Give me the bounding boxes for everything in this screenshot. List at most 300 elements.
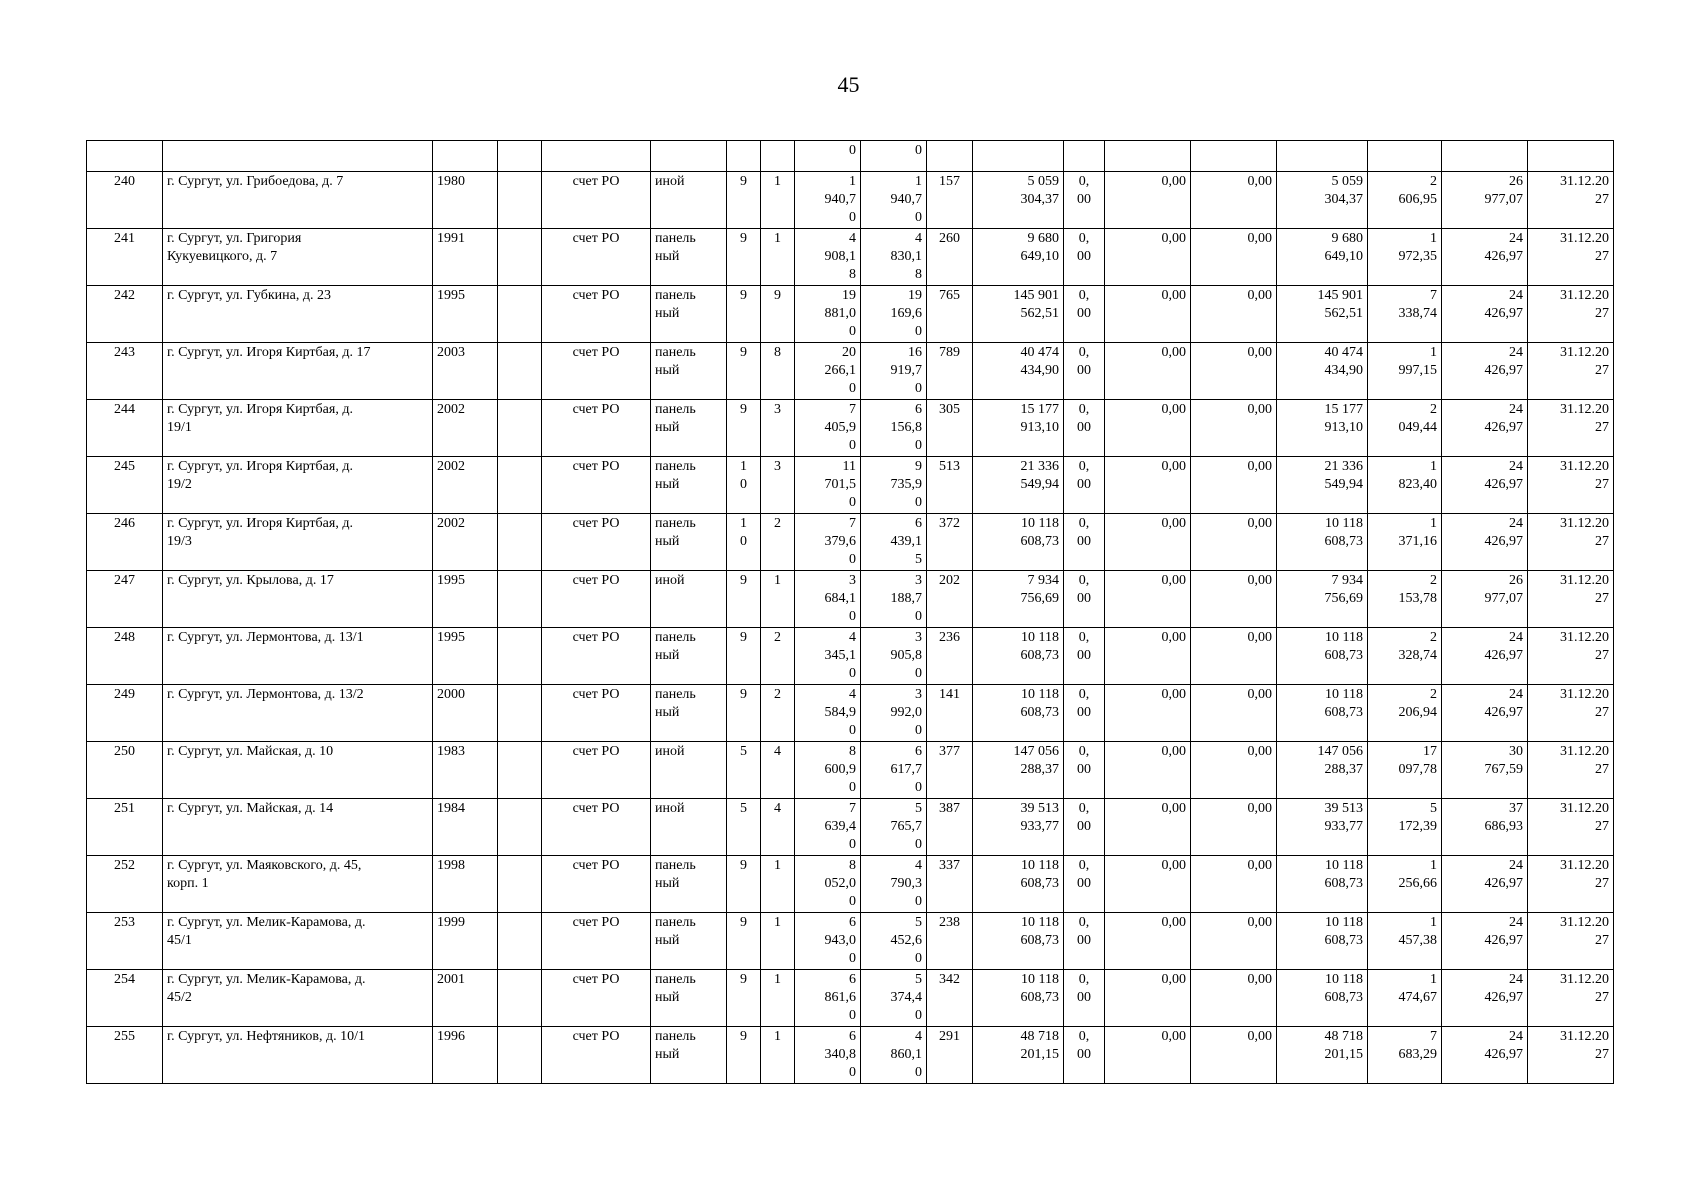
table-cell: 2 153,78 bbox=[1368, 571, 1442, 628]
carry-cell bbox=[1277, 141, 1368, 172]
table-cell: 1 bbox=[761, 913, 795, 970]
table-cell: г. Сургут, ул. Лермонтова, д. 13/2 bbox=[163, 685, 433, 742]
table-cell: счет РО bbox=[542, 685, 651, 742]
table-cell: 247 bbox=[87, 571, 163, 628]
carry-cell bbox=[761, 141, 795, 172]
table-cell: 7 338,74 bbox=[1368, 286, 1442, 343]
table-cell: 26 977,07 bbox=[1442, 172, 1528, 229]
table-cell: 1 0 bbox=[727, 457, 761, 514]
table-cell: 305 bbox=[927, 400, 973, 457]
table-cell: 249 bbox=[87, 685, 163, 742]
table-cell: 1999 bbox=[433, 913, 498, 970]
table-cell: 10 118 608,73 bbox=[1277, 514, 1368, 571]
table-cell: 31.12.20 27 bbox=[1528, 742, 1614, 799]
table-cell: 1998 bbox=[433, 856, 498, 913]
table-cell: счет РО bbox=[542, 1027, 651, 1084]
table-cell: 9 bbox=[727, 229, 761, 286]
table-cell: 2 328,74 bbox=[1368, 628, 1442, 685]
table-cell: 2 bbox=[761, 514, 795, 571]
table-cell: 0,00 bbox=[1191, 571, 1277, 628]
table-row bbox=[87, 514, 1614, 571]
carry-over-row bbox=[87, 141, 1614, 172]
table-cell: 372 bbox=[927, 514, 973, 571]
carry-cell: 0 bbox=[795, 141, 861, 172]
table-cell: 238 bbox=[927, 913, 973, 970]
table-cell: 24 426,97 bbox=[1442, 229, 1528, 286]
table-cell: 0,00 bbox=[1191, 457, 1277, 514]
table-cell bbox=[498, 799, 542, 856]
table-cell: 16 919,7 0 bbox=[861, 343, 927, 400]
table-cell: 31.12.20 27 bbox=[1528, 514, 1614, 571]
table-cell: 5 059 304,37 bbox=[1277, 172, 1368, 229]
table-cell: 1 997,15 bbox=[1368, 343, 1442, 400]
table-cell: 5 172,39 bbox=[1368, 799, 1442, 856]
table-cell: 0, 00 bbox=[1064, 742, 1105, 799]
table-cell: г. Сургут, ул. Майская, д. 10 bbox=[163, 742, 433, 799]
table-cell: 24 426,97 bbox=[1442, 286, 1528, 343]
table-cell: 9 bbox=[727, 400, 761, 457]
table-cell: 236 bbox=[927, 628, 973, 685]
table-cell: 21 336 549,94 bbox=[1277, 457, 1368, 514]
table-cell: 1996 bbox=[433, 1027, 498, 1084]
table-cell: 0,00 bbox=[1105, 1027, 1191, 1084]
table-cell: 0, 00 bbox=[1064, 970, 1105, 1027]
table-cell: 377 bbox=[927, 742, 973, 799]
table-row bbox=[87, 457, 1614, 514]
carry-cell bbox=[651, 141, 727, 172]
table-cell bbox=[498, 400, 542, 457]
table-cell bbox=[498, 286, 542, 343]
table-cell: 0, 00 bbox=[1064, 514, 1105, 571]
table-cell: 31.12.20 27 bbox=[1528, 172, 1614, 229]
table-cell: 0,00 bbox=[1105, 514, 1191, 571]
table-cell: 1 bbox=[761, 1027, 795, 1084]
table-cell: г. Сургут, ул. Игоря Киртбая, д. 17 bbox=[163, 343, 433, 400]
table-cell: 9 bbox=[727, 286, 761, 343]
table-cell: 31.12.20 27 bbox=[1528, 628, 1614, 685]
table-cell: 0,00 bbox=[1191, 970, 1277, 1027]
table-cell: 10 118 608,73 bbox=[973, 913, 1064, 970]
table-cell bbox=[498, 970, 542, 1027]
table-cell: 246 bbox=[87, 514, 163, 571]
table-cell: 2001 bbox=[433, 970, 498, 1027]
table-cell: 0,00 bbox=[1191, 742, 1277, 799]
table-cell: панель ный bbox=[651, 856, 727, 913]
table-cell: 3 905,8 0 bbox=[861, 628, 927, 685]
table-cell: 5 bbox=[727, 799, 761, 856]
table-cell: счет РО bbox=[542, 970, 651, 1027]
carry-cell bbox=[163, 141, 433, 172]
page-number: 45 bbox=[837, 72, 860, 97]
table-cell: панель ный bbox=[651, 685, 727, 742]
table-row bbox=[87, 286, 1614, 343]
table-cell: 2003 bbox=[433, 343, 498, 400]
table-cell: 10 118 608,73 bbox=[973, 514, 1064, 571]
table-cell: 765 bbox=[927, 286, 973, 343]
table-cell: г. Сургут, ул. Губкина, д. 23 bbox=[163, 286, 433, 343]
table-cell: 31.12.20 27 bbox=[1528, 571, 1614, 628]
table-cell: 3 188,7 0 bbox=[861, 571, 927, 628]
table-cell: 2002 bbox=[433, 400, 498, 457]
table-cell: 15 177 913,10 bbox=[1277, 400, 1368, 457]
table-cell: 19 881,0 0 bbox=[795, 286, 861, 343]
table-cell: панель ный bbox=[651, 286, 727, 343]
table-cell: 244 bbox=[87, 400, 163, 457]
table-row bbox=[87, 685, 1614, 742]
table-cell: 6 943,0 0 bbox=[795, 913, 861, 970]
table-cell: 20 266,1 0 bbox=[795, 343, 861, 400]
carry-cell bbox=[1442, 141, 1528, 172]
table-cell: 31.12.20 27 bbox=[1528, 400, 1614, 457]
table-cell bbox=[498, 742, 542, 799]
table-cell bbox=[498, 913, 542, 970]
table-cell: 0, 00 bbox=[1064, 286, 1105, 343]
table-cell: 10 118 608,73 bbox=[973, 628, 1064, 685]
table-row bbox=[87, 1027, 1614, 1084]
table-cell: 1 256,66 bbox=[1368, 856, 1442, 913]
table-cell: 255 bbox=[87, 1027, 163, 1084]
carry-cell bbox=[542, 141, 651, 172]
carry-cell bbox=[498, 141, 542, 172]
table-cell: г. Сургут, ул. Игоря Киртбая, д. 19/2 bbox=[163, 457, 433, 514]
table-cell: 251 bbox=[87, 799, 163, 856]
table-cell: 5 452,6 0 bbox=[861, 913, 927, 970]
table-cell: 9 bbox=[761, 286, 795, 343]
table-cell: 0, 00 bbox=[1064, 571, 1105, 628]
table-cell: г. Сургут, ул. Нефтяников, д. 10/1 bbox=[163, 1027, 433, 1084]
table-cell: 26 977,07 bbox=[1442, 571, 1528, 628]
table-cell: 250 bbox=[87, 742, 163, 799]
table-cell: 0, 00 bbox=[1064, 343, 1105, 400]
table-cell: 8 052,0 0 bbox=[795, 856, 861, 913]
table-cell: 8 600,9 0 bbox=[795, 742, 861, 799]
table-cell: 6 439,1 5 bbox=[861, 514, 927, 571]
table-cell: 5 059 304,37 bbox=[973, 172, 1064, 229]
table-cell: 0,00 bbox=[1105, 286, 1191, 343]
table-cell: 24 426,97 bbox=[1442, 685, 1528, 742]
table-cell: 1 bbox=[761, 856, 795, 913]
table-cell: 387 bbox=[927, 799, 973, 856]
table-cell: 0,00 bbox=[1105, 343, 1191, 400]
table-cell: счет РО bbox=[542, 400, 651, 457]
table-row bbox=[87, 229, 1614, 286]
table-cell: 9 bbox=[727, 172, 761, 229]
table-cell: 1 823,40 bbox=[1368, 457, 1442, 514]
table-cell: 0,00 bbox=[1191, 400, 1277, 457]
table-cell: 31.12.20 27 bbox=[1528, 856, 1614, 913]
table-cell: 10 118 608,73 bbox=[1277, 856, 1368, 913]
table-cell: 202 bbox=[927, 571, 973, 628]
table-cell: 2002 bbox=[433, 514, 498, 571]
carry-cell bbox=[973, 141, 1064, 172]
table-cell: 242 bbox=[87, 286, 163, 343]
table-cell: 248 bbox=[87, 628, 163, 685]
table-cell: 5 765,7 0 bbox=[861, 799, 927, 856]
carry-cell bbox=[1368, 141, 1442, 172]
table-cell: иной bbox=[651, 571, 727, 628]
table-cell: счет РО bbox=[542, 229, 651, 286]
table-cell: 1 972,35 bbox=[1368, 229, 1442, 286]
table-cell: счет РО bbox=[542, 286, 651, 343]
table-cell: 0, 00 bbox=[1064, 685, 1105, 742]
carry-cell bbox=[727, 141, 761, 172]
table-cell: 0,00 bbox=[1105, 685, 1191, 742]
table-cell: 241 bbox=[87, 229, 163, 286]
table-cell: г. Сургут, ул. Грибоедова, д. 7 bbox=[163, 172, 433, 229]
table-cell: панель ный bbox=[651, 628, 727, 685]
table-cell: 0, 00 bbox=[1064, 628, 1105, 685]
table-cell: 24 426,97 bbox=[1442, 400, 1528, 457]
table-cell: 31.12.20 27 bbox=[1528, 685, 1614, 742]
table-cell: 31.12.20 27 bbox=[1528, 343, 1614, 400]
table-cell: г. Сургут, ул. Майская, д. 14 bbox=[163, 799, 433, 856]
table-cell: 245 bbox=[87, 457, 163, 514]
carry-cell bbox=[87, 141, 163, 172]
table-cell: 1995 bbox=[433, 571, 498, 628]
table-cell: иной bbox=[651, 799, 727, 856]
table-cell: 1995 bbox=[433, 286, 498, 343]
table-cell: 7 405,9 0 bbox=[795, 400, 861, 457]
table-cell: 1 371,16 bbox=[1368, 514, 1442, 571]
table-cell: счет РО bbox=[542, 172, 651, 229]
table-cell: 157 bbox=[927, 172, 973, 229]
carry-cell bbox=[1528, 141, 1614, 172]
table-cell: счет РО bbox=[542, 742, 651, 799]
table-cell: 9 bbox=[727, 856, 761, 913]
table-cell: 0, 00 bbox=[1064, 400, 1105, 457]
table-cell: 4 908,1 8 bbox=[795, 229, 861, 286]
table-cell: 31.12.20 27 bbox=[1528, 457, 1614, 514]
table-cell: 31.12.20 27 bbox=[1528, 229, 1614, 286]
table-cell: 240 bbox=[87, 172, 163, 229]
table-cell: 253 bbox=[87, 913, 163, 970]
table-cell: 4 bbox=[761, 742, 795, 799]
table-cell: 1984 bbox=[433, 799, 498, 856]
carry-cell: 0 bbox=[861, 141, 927, 172]
carry-cell bbox=[1105, 141, 1191, 172]
table-cell: панель ный bbox=[651, 1027, 727, 1084]
table-cell: 9 bbox=[727, 970, 761, 1027]
table-cell: 24 426,97 bbox=[1442, 1027, 1528, 1084]
table-cell: счет РО bbox=[542, 457, 651, 514]
table-cell: 0,00 bbox=[1105, 172, 1191, 229]
table-cell: 0,00 bbox=[1191, 685, 1277, 742]
table-cell bbox=[498, 1027, 542, 1084]
table-cell: 0, 00 bbox=[1064, 229, 1105, 286]
table-cell: иной bbox=[651, 172, 727, 229]
table-cell: 4 860,1 0 bbox=[861, 1027, 927, 1084]
table-cell: 19 169,6 0 bbox=[861, 286, 927, 343]
table-cell: г. Сургут, ул. Мелик-Карамова, д. 45/2 bbox=[163, 970, 433, 1027]
table-cell: 2 049,44 bbox=[1368, 400, 1442, 457]
table-cell: 6 861,6 0 bbox=[795, 970, 861, 1027]
table-cell: г. Сургут, ул. Маяковского, д. 45, корп. 1 bbox=[163, 856, 433, 913]
table-cell: 6 340,8 0 bbox=[795, 1027, 861, 1084]
table-cell: 0,00 bbox=[1105, 970, 1191, 1027]
table-cell: панель ный bbox=[651, 457, 727, 514]
table-cell: 145 901 562,51 bbox=[973, 286, 1064, 343]
table-cell: панель ный bbox=[651, 229, 727, 286]
table-cell: 10 118 608,73 bbox=[1277, 970, 1368, 1027]
table-cell: 9 bbox=[727, 913, 761, 970]
table-cell: 24 426,97 bbox=[1442, 913, 1528, 970]
table-cell: 5 374,4 0 bbox=[861, 970, 927, 1027]
table-cell bbox=[498, 628, 542, 685]
table-cell: 7 683,29 bbox=[1368, 1027, 1442, 1084]
table-row bbox=[87, 970, 1614, 1027]
table-cell: 15 177 913,10 bbox=[973, 400, 1064, 457]
carry-cell bbox=[927, 141, 973, 172]
table-cell: 2002 bbox=[433, 457, 498, 514]
table-cell: 0,00 bbox=[1191, 286, 1277, 343]
table-cell: 0, 00 bbox=[1064, 856, 1105, 913]
table-cell: 1983 bbox=[433, 742, 498, 799]
table-cell: 4 830,1 8 bbox=[861, 229, 927, 286]
table-cell: 0,00 bbox=[1105, 628, 1191, 685]
table-cell: 0,00 bbox=[1105, 799, 1191, 856]
table-cell: 254 bbox=[87, 970, 163, 1027]
table-cell: 147 056 288,37 bbox=[973, 742, 1064, 799]
table-cell: 243 bbox=[87, 343, 163, 400]
table-cell: 10 118 608,73 bbox=[1277, 685, 1368, 742]
table-cell: 8 bbox=[761, 343, 795, 400]
table-cell: 1995 bbox=[433, 628, 498, 685]
table-cell: панель ный bbox=[651, 514, 727, 571]
table-cell: 147 056 288,37 bbox=[1277, 742, 1368, 799]
table-cell: 9 bbox=[727, 1027, 761, 1084]
table-cell bbox=[498, 514, 542, 571]
table-cell: г. Сургут, ул. Лермонтова, д. 13/1 bbox=[163, 628, 433, 685]
table-cell bbox=[498, 457, 542, 514]
table-cell: 3 992,0 0 bbox=[861, 685, 927, 742]
table-cell: счет РО bbox=[542, 514, 651, 571]
table-cell: 4 345,1 0 bbox=[795, 628, 861, 685]
table-cell: 0,00 bbox=[1191, 799, 1277, 856]
table-cell: 10 118 608,73 bbox=[1277, 628, 1368, 685]
table-cell: 7 379,6 0 bbox=[795, 514, 861, 571]
table-row bbox=[87, 856, 1614, 913]
table-cell: 3 684,1 0 bbox=[795, 571, 861, 628]
table-cell: счет РО bbox=[542, 799, 651, 856]
table-cell: 337 bbox=[927, 856, 973, 913]
table-cell: панель ный bbox=[651, 400, 727, 457]
table-cell: 7 639,4 0 bbox=[795, 799, 861, 856]
table-cell: 0, 00 bbox=[1064, 457, 1105, 514]
table-cell: 4 bbox=[761, 799, 795, 856]
table-cell: г. Сургут, ул. Игоря Киртбая, д. 19/1 bbox=[163, 400, 433, 457]
table-cell: 0,00 bbox=[1105, 229, 1191, 286]
table-cell bbox=[498, 571, 542, 628]
table-cell: панель ный bbox=[651, 343, 727, 400]
table-cell: 2 bbox=[761, 685, 795, 742]
table-cell: г. Сургут, ул. Григория Кукуевицкого, д. 7 bbox=[163, 229, 433, 286]
table-cell: 48 718 201,15 bbox=[973, 1027, 1064, 1084]
table-cell: панель ный bbox=[651, 970, 727, 1027]
table-cell: 2000 bbox=[433, 685, 498, 742]
table-cell: 0,00 bbox=[1191, 172, 1277, 229]
table-cell: 9 bbox=[727, 571, 761, 628]
table-cell: 11 701,5 0 bbox=[795, 457, 861, 514]
table-cell: 24 426,97 bbox=[1442, 514, 1528, 571]
table-cell: 31.12.20 27 bbox=[1528, 970, 1614, 1027]
table-cell: 1991 bbox=[433, 229, 498, 286]
table-cell bbox=[498, 343, 542, 400]
table-cell: 6 617,7 0 bbox=[861, 742, 927, 799]
table-cell: 3 bbox=[761, 400, 795, 457]
table-cell: 0,00 bbox=[1191, 1027, 1277, 1084]
table-cell: 1 940,7 0 bbox=[861, 172, 927, 229]
carry-cell bbox=[1191, 141, 1277, 172]
table-cell: 0,00 bbox=[1191, 514, 1277, 571]
table-cell: 0,00 bbox=[1191, 856, 1277, 913]
table-cell: г. Сургут, ул. Мелик-Карамова, д. 45/1 bbox=[163, 913, 433, 970]
table-cell: 0,00 bbox=[1105, 400, 1191, 457]
table-cell bbox=[498, 229, 542, 286]
table-cell: 4 584,9 0 bbox=[795, 685, 861, 742]
table-cell: 1980 bbox=[433, 172, 498, 229]
table-cell: 40 474 434,90 bbox=[1277, 343, 1368, 400]
table-cell: 0,00 bbox=[1105, 457, 1191, 514]
table-cell: 7 934 756,69 bbox=[1277, 571, 1368, 628]
table-cell: 17 097,78 bbox=[1368, 742, 1442, 799]
table-cell: 30 767,59 bbox=[1442, 742, 1528, 799]
table-row bbox=[87, 799, 1614, 856]
table-cell: 24 426,97 bbox=[1442, 457, 1528, 514]
table-cell: 260 bbox=[927, 229, 973, 286]
table-cell: 0,00 bbox=[1105, 742, 1191, 799]
table-cell bbox=[498, 856, 542, 913]
table-cell: 10 118 608,73 bbox=[973, 970, 1064, 1027]
table-row bbox=[87, 172, 1614, 229]
table-cell: г. Сургут, ул. Игоря Киртбая, д. 19/3 bbox=[163, 514, 433, 571]
table-cell: 24 426,97 bbox=[1442, 856, 1528, 913]
table-cell: счет РО bbox=[542, 913, 651, 970]
table-cell: 7 934 756,69 bbox=[973, 571, 1064, 628]
table-row bbox=[87, 343, 1614, 400]
table-cell bbox=[498, 172, 542, 229]
table-cell: счет РО bbox=[542, 571, 651, 628]
table-cell: счет РО bbox=[542, 856, 651, 913]
table-cell: 39 513 933,77 bbox=[1277, 799, 1368, 856]
table-cell: 9 bbox=[727, 628, 761, 685]
table-cell: 0,00 bbox=[1191, 229, 1277, 286]
table-cell: 1 0 bbox=[727, 514, 761, 571]
table-cell: 0,00 bbox=[1191, 343, 1277, 400]
table-cell: иной bbox=[651, 742, 727, 799]
table-cell: 48 718 201,15 bbox=[1277, 1027, 1368, 1084]
table-cell: 252 bbox=[87, 856, 163, 913]
table-cell: 21 336 549,94 bbox=[973, 457, 1064, 514]
table-cell: 141 bbox=[927, 685, 973, 742]
table-row bbox=[87, 571, 1614, 628]
table-cell: 37 686,93 bbox=[1442, 799, 1528, 856]
table-cell: 10 118 608,73 bbox=[1277, 913, 1368, 970]
table-row bbox=[87, 628, 1614, 685]
table-cell: 3 bbox=[761, 457, 795, 514]
table-row bbox=[87, 400, 1614, 457]
table-cell: 1 bbox=[761, 970, 795, 1027]
table-cell: 0, 00 bbox=[1064, 1027, 1105, 1084]
table-cell: 10 118 608,73 bbox=[973, 856, 1064, 913]
table-cell: 2 206,94 bbox=[1368, 685, 1442, 742]
table-cell: 0, 00 bbox=[1064, 799, 1105, 856]
table-cell: 1 457,38 bbox=[1368, 913, 1442, 970]
table-cell: 1 bbox=[761, 571, 795, 628]
table-cell: 0,00 bbox=[1105, 571, 1191, 628]
table-cell: 9 680 649,10 bbox=[973, 229, 1064, 286]
table-cell: 0, 00 bbox=[1064, 172, 1105, 229]
table-cell: 0,00 bbox=[1105, 856, 1191, 913]
